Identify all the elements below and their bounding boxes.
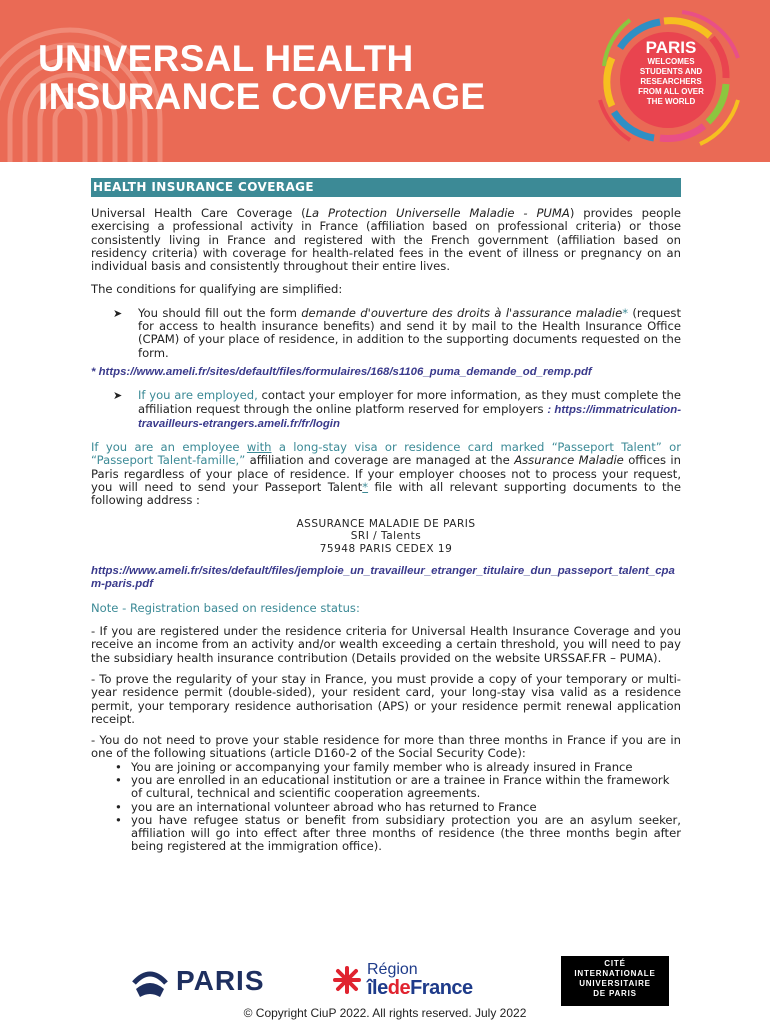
list-item: • you have refugee status or benefit from subsidiary protection you are an asylum seeker, affiliation will go into effect after three months of residence (the three months begin after being registered at the immigration office). xyxy=(111,814,681,854)
note-paragraph: - You do not need to prove your stable residence for more than three months in France if you are in one of the following situations (article D160-2 of the Social Security Code): xyxy=(91,733,681,761)
note-paragraph: - If you are registered under the residence criteria for Universal Health Insurance Coverage and you receive an income from an activity and/or wealth exceeding a certain threshold, you will need to pay the subsidiary health insurance contribution (Details provided on the website URSSAF.FR – PUMA). xyxy=(91,624,681,665)
badge-text: PARIS WELCOMES STUDENTS AND RESEARCHERS FROM ALL OVER THE WORLD xyxy=(638,38,704,106)
form-link[interactable]: * https://www.ameli.fr/sites/default/files/formulaires/168/s1106_puma_demande_od_remp.pdf xyxy=(91,365,592,378)
list-item: • You are joining or accompanying your family member who is already insured in France xyxy=(111,761,681,774)
list-item: • you are enrolled in an educational institution or are a trainee in France within the framework of cultural, technical and scientific cooperation agreements. xyxy=(111,774,681,801)
list-item: ➤ You should fill out the form demande d'ouverture des droits à l'assurance maladie* (request for access to health insurance benefits) and send it by mail to the Health Insurance Office (CPAM) of your place of residence, in addition to the supporting documents requested on the form. xyxy=(113,305,681,360)
passeport-link[interactable]: https://www.ameli.fr/sites/default/files/jemploie_un_travailleur_etranger_titulaire_dun_passeport_talent_cpam-paris.pdf xyxy=(91,565,675,591)
main-content xyxy=(91,178,681,854)
list-item: ➤ If you are employed, contact your employer for more information, as they must complete the affiliation request through the online platform reserved for employers : https://immatriculation-travailleurs-etrangers.ameli.fr/fr/login xyxy=(113,388,681,430)
section-title: HEALTH INSURANCE COVERAGE xyxy=(91,178,681,197)
conditions-intro: The conditions for qualifying are simplified: xyxy=(91,282,343,297)
paris-logo: PARIS xyxy=(130,963,265,999)
footer-logos xyxy=(0,955,770,1010)
arrow-bullet-icon: ➤ xyxy=(113,306,123,320)
region-star-icon xyxy=(333,966,361,994)
copyright-notice: © Copyright CiuP 2022. All rights reserved. July 2022 xyxy=(243,1006,527,1020)
region-ile-de-france-logo: Région îledeFrance xyxy=(333,961,473,999)
intro-paragraph: Universal Health Care Coverage (La Protection Universelle Maladie - PUMA) provides people exercising a professional activity in France (affiliation based on professional criteria) or those consistently living in France and registered with the French government (affiliation based on residency criteria) with coverage for health-related fees in the event of illness or pregnancy on an individual basis and consistently throughout their entire lives. xyxy=(91,206,681,274)
list-item: • you are an international volunteer abroad who has returned to France xyxy=(111,801,681,814)
arrow-bullet-icon: ➤ xyxy=(113,389,123,403)
page-title: UNIVERSAL HEALTH INSURANCE COVERAGE xyxy=(38,38,486,117)
postal-address: ASSURANCE MALADIE DE PARIS SRI / Talents 75948 PARIS CEDEX 19 xyxy=(296,517,476,555)
cite-universitaire-logo: CITÉ INTERNATIONALE UNIVERSITAIRE DE PARIS xyxy=(561,956,669,1006)
note-title: Note - Registration based on residence status: xyxy=(91,600,360,615)
employer-platform-link[interactable]: : https://immatriculation-travailleurs-etrangers.ameli.fr/fr/login xyxy=(138,403,681,430)
situations-list xyxy=(91,761,681,854)
note-paragraph: - To prove the regularity of your stay in France, you must provide a copy of your temporary or multi-year residence permit (double-sided), your resident card, your long-stay visa valid as a residence permit, your temporary residence authorisation (APS) or your residence permit renewal application receipt. xyxy=(91,671,681,726)
paris-ship-icon xyxy=(130,963,170,999)
passeport-paragraph: If you are an employee with a long-stay visa or residence card marked “Passeport Talent” or “Passeport Talent-famille,” affiliation and coverage are managed at the Assurance Maladie offices in Paris regardless of your place of residence. If your employer chooses not to process your request, you will need to send your Passeport Talent* file with all relevant supporting documents to the following address : xyxy=(91,440,682,508)
